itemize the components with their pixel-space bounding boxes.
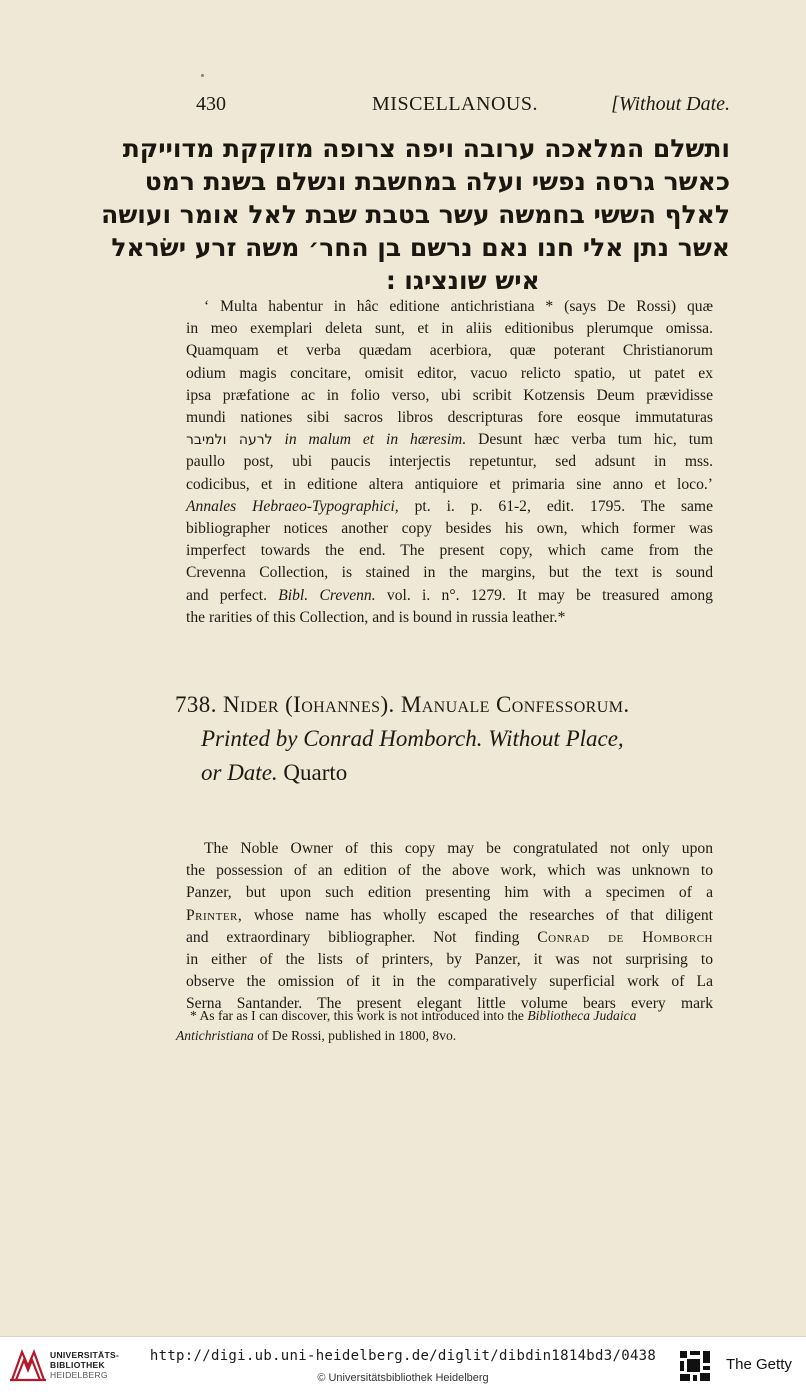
footnote [176, 1006, 726, 1046]
text-line [186, 429, 713, 451]
text-line: in meo exemplari deleta sunt, et in aliis editionibus plerumque omissa. [186, 320, 713, 338]
entry-printer: Printed by Conrad Homborch. [201, 726, 483, 751]
footnote-line [176, 1026, 726, 1046]
text-run: whose name has wholly escaped the researches of that diligent [242, 906, 713, 924]
text-run: Desunt hæc verba tum hic, tum [466, 431, 713, 449]
text-line: Serna Santander. The present elegant little volume bears every mark [186, 995, 713, 1013]
text-line: The Noble Owner of this copy may be congratulated not only upon [204, 840, 713, 857]
printer-name: Conrad de Homborch [537, 928, 713, 946]
text-line: Quamquam et verba quædam acerbiora, quæ poterant Christianorum [186, 342, 713, 360]
page-number: 430 [196, 93, 226, 115]
viewer-footer [0, 1336, 806, 1394]
entry-title-line [175, 688, 730, 722]
citation-title: Bibliotheca Judaica [527, 1008, 637, 1023]
hebrew-line: ותשלם המלאכה ערובה ויפה צרופה מזוקקת מדוייקת [122, 134, 730, 163]
de-rossi-quotation-paragraph [186, 296, 713, 629]
text-run: pt. i. p. 61-2, edit. 1795. The same [398, 497, 713, 515]
small-caps-term: Printer, [186, 906, 243, 924]
hebrew-line: כאשר גרסה נפשי ועלה במחשבת ונשלם בשנת רמט [144, 167, 730, 196]
text-line [186, 496, 713, 518]
library-name-line: UNIVERSITÄTS- [50, 1350, 120, 1360]
date-note: [Without Date. [611, 93, 730, 115]
hebrew-colophon [101, 132, 730, 297]
text-line: in either of the lists of printers, by Panzer, it was not surprising to [186, 951, 713, 969]
text-line: codicibus, et in editione altera antiquiore et primaria sine anno et loco.’ [186, 475, 713, 493]
entry-place: Without Place, [488, 726, 624, 751]
entry-format-line [175, 756, 730, 790]
entry-work-title: Manuale Confessorum. [400, 692, 630, 717]
citation-title: Bibl. Crevenn. [278, 586, 376, 604]
text-line: observe the omission of it in the comparatively superficial work of La [186, 973, 713, 991]
library-name-line: BIBLIOTHEK [50, 1360, 105, 1370]
text-line: the possession of an edition of the above work, which was unknown to [186, 862, 713, 880]
text-line: ‘ Multa habentur in hâc editione antichristiana * (says De Rossi) quæ [204, 298, 713, 315]
catalogue-entry-heading [175, 688, 730, 790]
permalink-url[interactable]: http://digi.ub.uni-heidelberg.de/diglit/dibdin1814bd3/0438 [149, 1348, 657, 1364]
text-line: ipsa præfatione ac in folio verso, ubi scribit Kotzensis Deum prævidisse [186, 386, 713, 404]
text-run: of De Rossi, published in 1800, 8vo. [253, 1028, 457, 1043]
hebrew-inline-phrase: לרעה ולמיבר [186, 432, 273, 449]
text-line: mundi nationes sibi sacros libros descripturas fore eosque immutaturas [186, 409, 713, 427]
footnote-line [176, 1006, 726, 1026]
entry-format: Quarto [283, 760, 348, 785]
citation-title: Antichristiana [176, 1028, 254, 1043]
library-name-line: HEIDELBERG [50, 1370, 108, 1380]
citation-title: Annales Hebraeo-Typographici, [186, 497, 399, 515]
text-line [186, 585, 713, 607]
text-line: paullo post, ubi paucis interjectis repetuntur, sed adsunt in mss. [186, 453, 713, 471]
text-line: bibliographer notices another copy besides his own, which former was [186, 520, 713, 538]
text-run: and perfect. [186, 586, 279, 604]
getty-logo-icon [678, 1349, 712, 1383]
text-line [186, 927, 713, 949]
copyright-notice: © Universitätsbibliothek Heidelberg [317, 1372, 489, 1384]
hebrew-line: אשר נתן אלי חנו נאם נרשם בן החר׳ משה זרע ישׂראל [111, 233, 730, 262]
text-run: * As far as I can discover, this work is not introduced into the [190, 1008, 528, 1023]
entry-date: or Date. [201, 760, 278, 785]
text-line: the rarities of this Collection, and is bound in russia leather.* [186, 608, 566, 626]
text-line [186, 905, 713, 927]
text-run: vol. i. n°. 1279. It may be treasured among [375, 586, 713, 604]
text-line: Panzer, but upon such edition presenting him with a specimen of a [186, 884, 713, 902]
partner-name[interactable]: The Getty [726, 1356, 792, 1373]
hebrew-line: לאלף הששי בחמשה עשר בטבת שבת לאל אומר ועושה [101, 200, 730, 229]
entry-number: 738. [175, 692, 217, 717]
entry-author: Nider (Iohannes). [223, 692, 395, 717]
text-line: imperfect towards the end. The present copy, which came from the [186, 542, 713, 560]
hebrew-line: איש שונציגו ׃ [386, 266, 540, 295]
text-line: Crevenna Collection, is stained in the margins, but the text is sound [186, 564, 713, 582]
section-title: MISCELLANOUS. [372, 93, 538, 115]
running-head [196, 93, 730, 123]
entry-description-paragraph [186, 838, 713, 1016]
latin-gloss: in malum et in hæresim. [272, 431, 467, 449]
page-speck [201, 74, 204, 77]
entry-imprint-line [175, 722, 730, 756]
text-line: odium magis concitare, omisit editor, vacuo relicto spatio, ut patet ex [186, 364, 713, 382]
text-run: and extraordinary bibliographer. Not finding [186, 928, 538, 946]
